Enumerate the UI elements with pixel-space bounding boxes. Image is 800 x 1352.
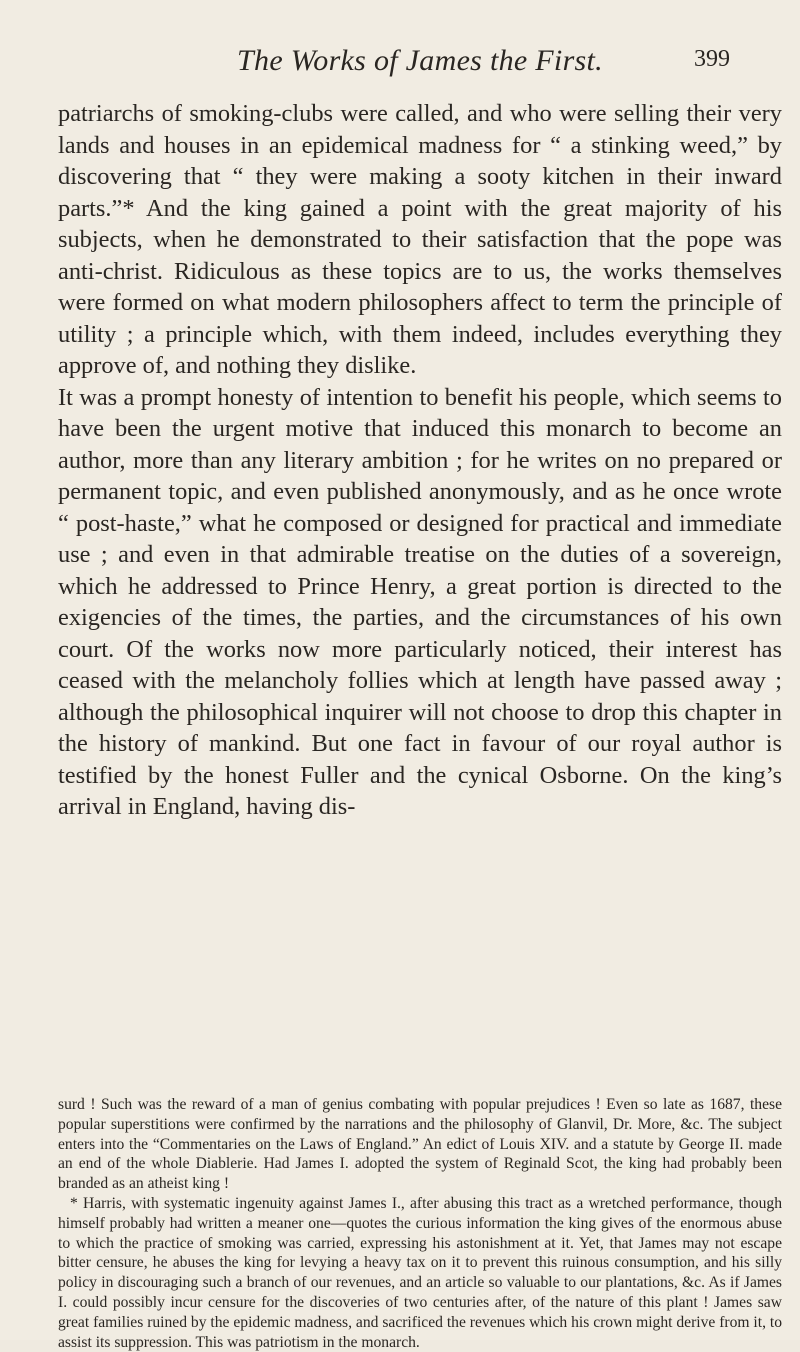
paragraph: patriarchs of smoking-clubs were called, and who were selling their very lands and houses in an epidemical madness for “ a stinking weed,” by discovering that “ they were making a sooty kitchen in their inward parts.”* And the king gained a point with the great majority of his subjects, when he demonstrated to their satisfaction that the pope was anti-christ. Ridiculous as these topics are to us, the works themselves were formed on what modern philosophers affect to term the principle of utility ; a principle which, with them indeed, includes everything they approve of, and nothing they dislike. [58, 100, 782, 379]
footnote-continuation: surd ! Such was the reward of a man of genius combating with popular prejudices ! Even so late as 1687, these popular superstitions were confirmed by the narrations and the philosophy of Glanvil, Dr. More, &c. The subject enters into the “Commentaries on the Laws of England.” An edict of Louis XIV. and a statute by George II. made an end of the whole Diablerie. Had James I. adopted the system of Reginald Scot, the king had probably been branded as an atheist king ! [58, 1096, 782, 1193]
running-title: The Works of James the First. [237, 44, 603, 77]
paragraph: It was a prompt honesty of intention to benefit his people, which seems to have been the urgent motive that induced this monarch to become an author, more than any literary ambition ; for he writes on no prepared or permanent topic, and even published anonymously, and as he once wrote “ post-haste,” what he composed or designed for practical and immediate use ; and even in that admirable treatise on the duties of a sovereign, which he addressed to Prince Henry, a great portion is directed to the exigencies of the times, the parties, and the circumstances of his own court. Of the works now more particularly noticed, their interest has ceased with the melancholy follies which at length have passed away ; although the philosophical inquirer will not choose to drop this chapter in the history of mankind. But one fact in favour of our royal author is testified by the honest Fuller and the cynical Osborne. On the king’s arrival in England, having dis- [58, 383, 782, 820]
running-head [120, 44, 730, 84]
footnotes [58, 1095, 782, 1352]
page-number: 399 [694, 46, 730, 72]
footnote: * Harris, with systematic ingenuity against James I., after abusing this tract as a wretched performance, though himself probably had written a meaner one—quotes the curious information the king gives of the enormous abuse to which the practice of smoking was carried, expressing his astonishment at it. Yet, that James may not escape bitter censure, he abuses the king for levying a heavy tax on it to prevent this ruinous consumption, and his silly policy in discouraging such a branch of our revenues, and an article so valuable to our plantations, &c. As if James I. could possibly incur censure for the discoveries of two centuries after, of the nature of this plant ! James saw great families ruined by the epidemic madness, and sacrificed the revenues which his crown might derive from it, to assist its suppression. This was patriotism in the monarch. [58, 1194, 783, 1351]
body-text [58, 98, 782, 823]
